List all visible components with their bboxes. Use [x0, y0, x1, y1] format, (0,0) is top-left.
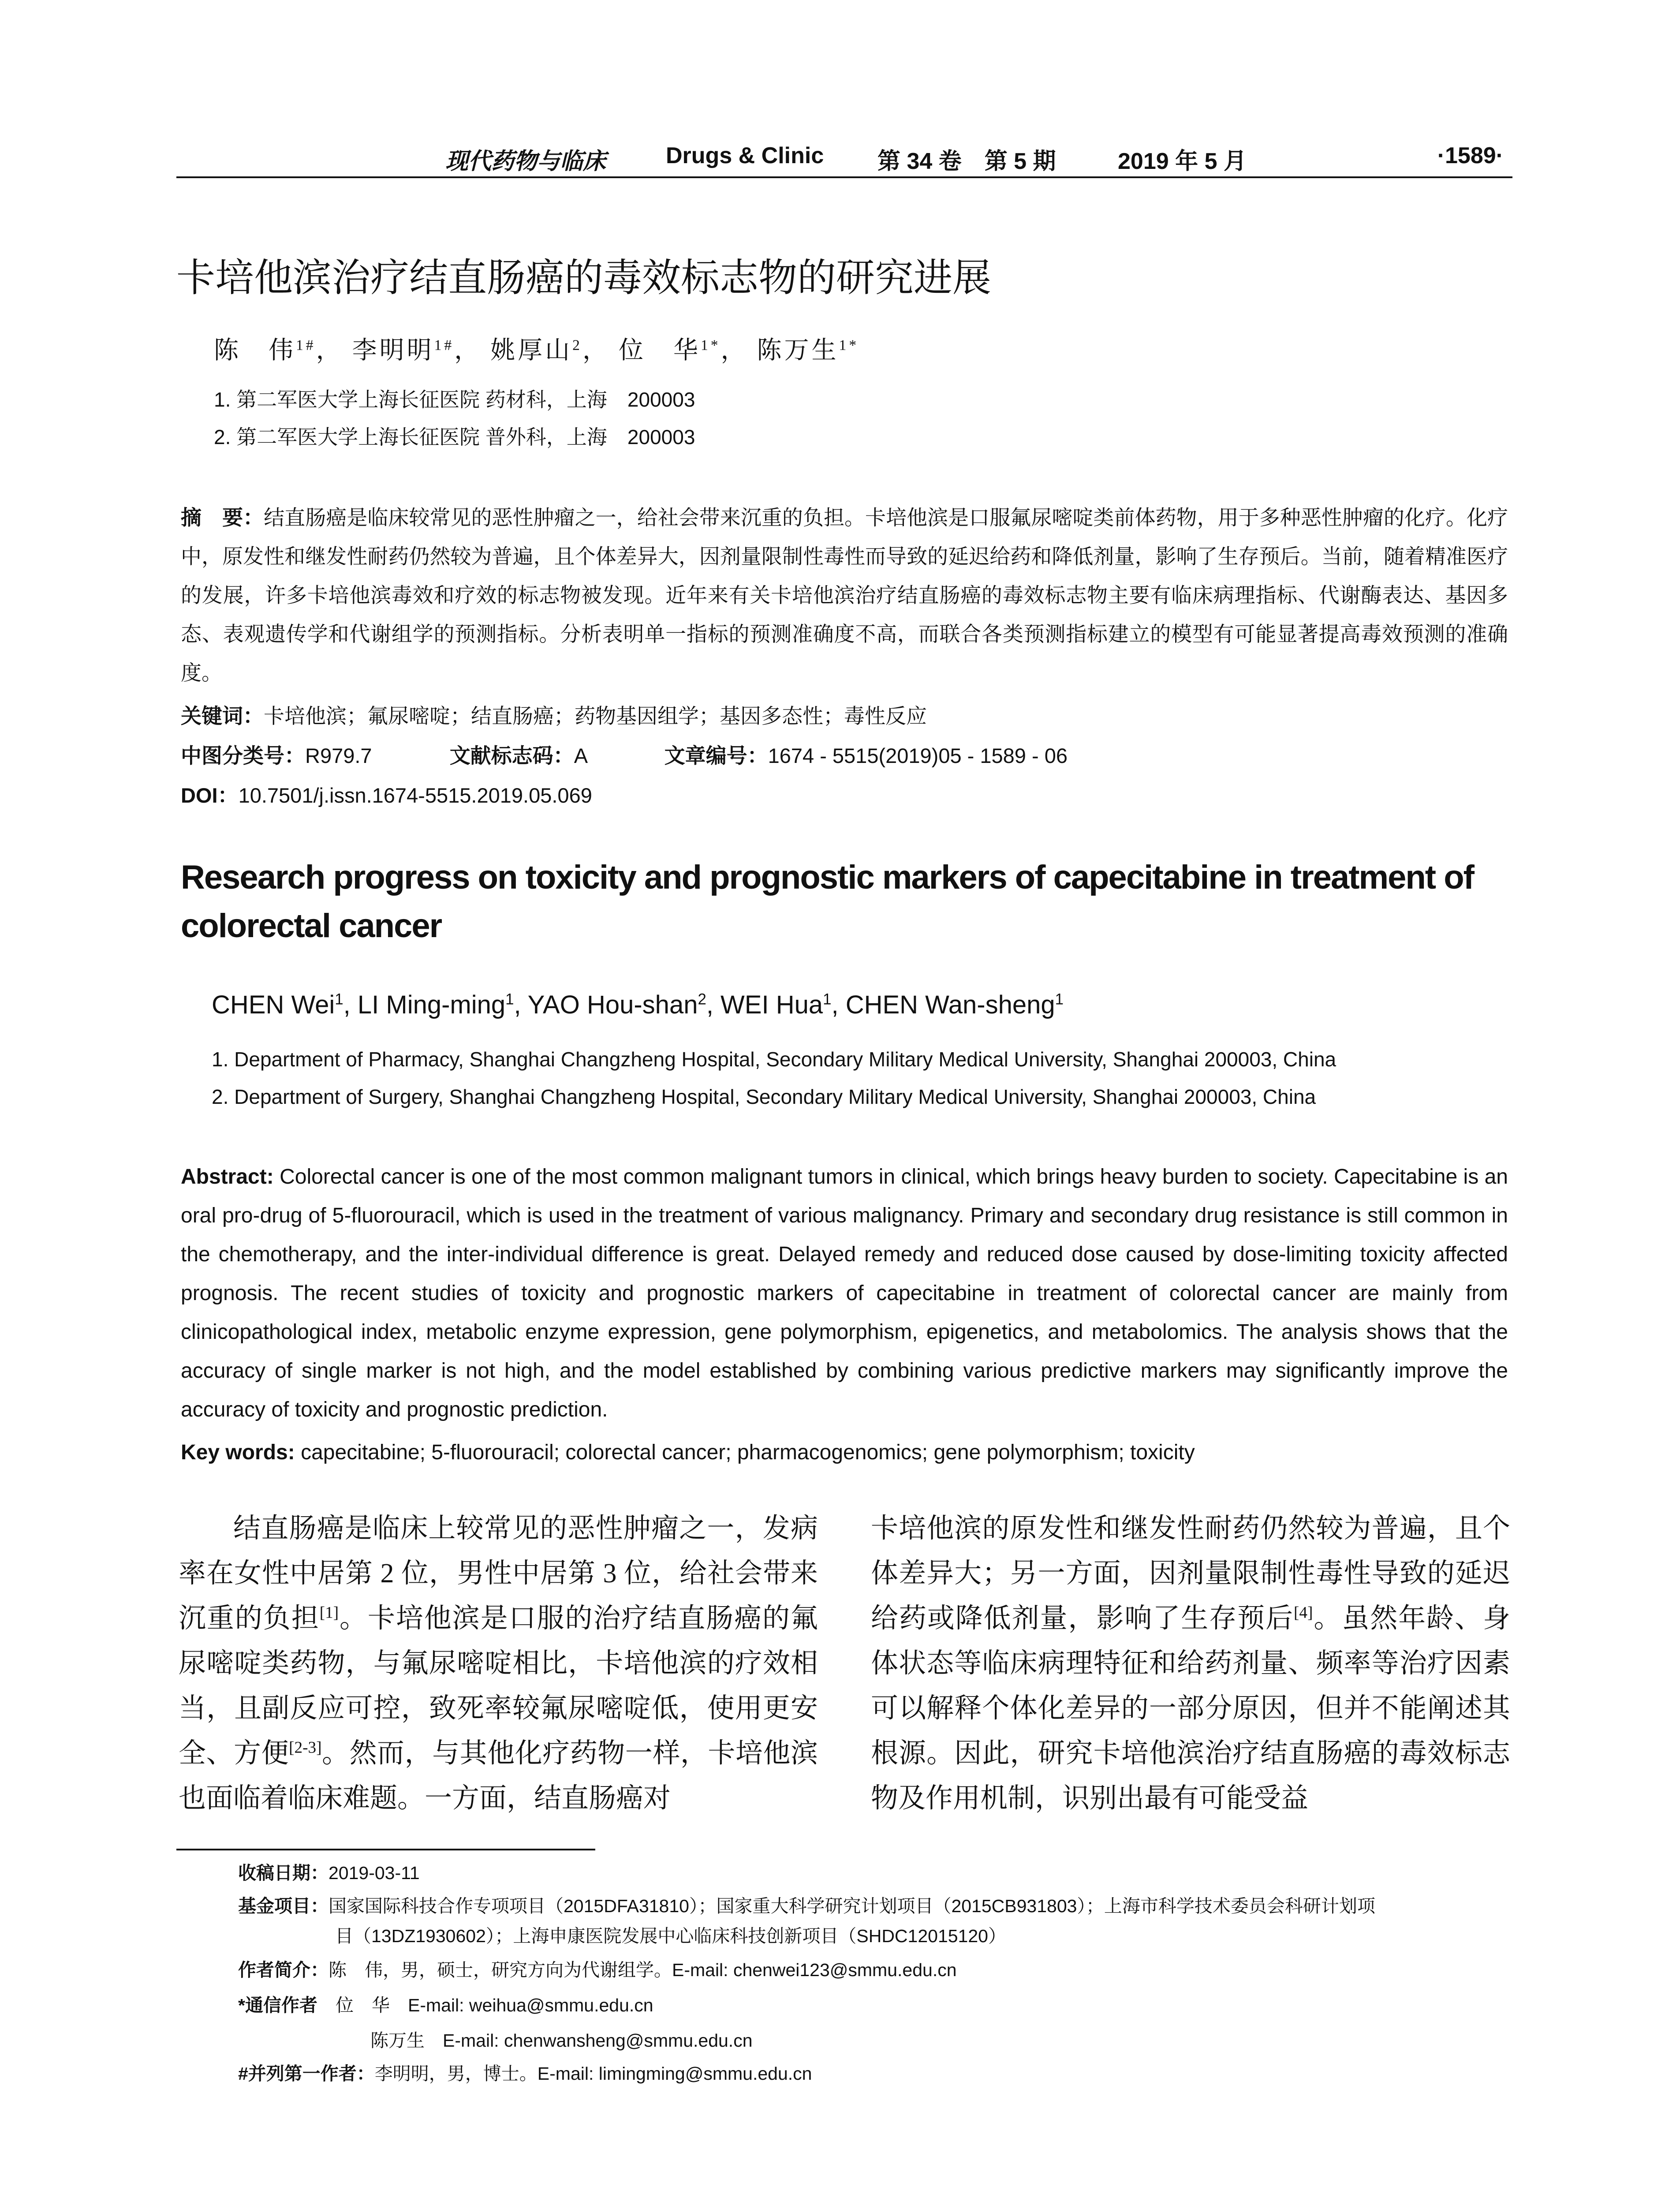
author-name-en: WEI Hua: [721, 990, 823, 1019]
author-sup: 1#: [434, 337, 455, 354]
keywords-cn-text: 卡培他滨；氟尿嘧啶；结直肠癌；药物基因组学；基因多态性；毒性反应: [264, 704, 927, 728]
keywords-en: [181, 1433, 1508, 1472]
body-text: 卡培他滨的原发性和继发性耐药仍然较为普遍，且个体差异大；另一方面，因剂量限制性毒性导致的延迟给药或降低剂量，影响了生存预后: [871, 1514, 1510, 1633]
citation: [1]: [319, 1603, 339, 1622]
author-name: 位 华: [618, 337, 701, 364]
affiliation-en-1: 1. Department of Pharmacy, Shanghai Changzheng Hospital, Secondary Military Medical University, Shanghai 200003, China: [212, 1048, 1337, 1071]
running-header: [176, 135, 1512, 178]
author-bio: 陈 伟，男，硕士，研究方向为代谢组学。E-mail: chenwei123@smmu.edu.cn: [329, 1960, 957, 1980]
keywords-en-text: capecitabine; 5-fluorouracil; colorectal cancer; pharmacogenomics; gene polymorphism; toxicity: [301, 1441, 1195, 1464]
author-name-en: LI Ming-ming: [357, 990, 506, 1019]
affiliation-cn-1: 1. 第二军医大学上海长征医院 药材科，上海 200003: [214, 388, 695, 411]
issue-date: 2019 年 5 月: [1118, 149, 1247, 174]
footnote-rule: [176, 1849, 595, 1850]
authors-en: CHEN Wei$^1$, LI Ming-ming$^1$, YAO Hou-shan$^2$, WEI Hua$^1$, CHEN Wan-sheng$^1$: [212, 990, 1064, 1019]
doc-code-value: A: [574, 744, 587, 767]
abstract-en-label: Abstract:: [181, 1165, 274, 1188]
author-name: 李明明: [352, 337, 434, 364]
author-sup: 1#: [296, 337, 316, 354]
author-sup-en: 1: [505, 990, 514, 1008]
body-text: 结直肠癌是临床上较常见的恶性肿瘤之一，发病率在女性中居第 2 位，男性中居第 3 位，给社会带来沉重的负担: [179, 1514, 818, 1633]
page-number: ·1589·: [1437, 143, 1504, 168]
classification-line: [181, 736, 1068, 775]
body-text: 。卡培他滨是口服的治疗结直肠癌的氟尿嘧啶类药物，与氟尿嘧啶相比，卡培他滨的疗效相当，且副反应可控，致死率较氟尿嘧啶低，使用更安全、方便: [179, 1603, 818, 1768]
abstract-cn: [181, 498, 1508, 692]
title-en: Research progress on toxicity and prognostic markers of capecitabine in treatment of colorectal cancer: [181, 859, 1474, 945]
body-column-right: [871, 1506, 1510, 1821]
footnote-corresponding: [238, 1991, 1508, 2019]
author-name-en: CHEN Wan-sheng: [845, 990, 1055, 1019]
author-sup: 1*: [839, 337, 859, 354]
footnote-fund: [238, 1892, 1508, 1920]
volume-issue: 第 34 卷 第 5 期: [877, 149, 1056, 174]
fund-label: 基金项目：: [238, 1896, 329, 1916]
doi-line: [181, 776, 592, 815]
footnote-received: [238, 1859, 1508, 1887]
author-name: 姚厚山: [490, 337, 573, 364]
author-name: 陈万生: [757, 337, 839, 364]
author-name-en: CHEN Wei: [212, 990, 335, 1019]
footnote-corresponding-2: 陈万生 E-mail: chenwansheng@smmu.edu.cn: [370, 2030, 753, 2051]
journal-name-cn: 现代药物与临床: [445, 149, 606, 174]
cofirst-label: #并列第一作者：: [238, 2063, 375, 2084]
author-sup-en: 2: [698, 990, 706, 1008]
article-no-value: 1674 - 5515(2019)05 - 1589 - 06: [768, 744, 1068, 767]
author-sup: 1*: [700, 337, 721, 354]
author-sup-en: 1: [1055, 990, 1064, 1008]
keywords-cn: [181, 697, 1508, 736]
abstract-en-text: Colorectal cancer is one of the most common malignant tumors in clinical, which brings heavy burden to society. Capecitabine is an oral pro-drug of 5-fluorouracil, which is used in the treatment of various malignancy. Primary and secondary drug resistance is still common in the chemotherapy, and the inter-individual difference is great. Delayed remedy and reduced dose caused by dose-limiting toxicity affected prognosis. The recent studies of toxicity and prognostic markers of capecitabine in treatment of colorectal cancer are mainly from clinicopathological index, metabolic enzyme expression, gene polymorphism, epigenetics, and metabolomics. The analysis shows that the accuracy of single marker is not high, and the model established by combining various predictive markers may significantly improve the accuracy of toxicity and prognostic prediction.: [181, 1165, 1508, 1421]
journal-name-en: Drugs & Clinic: [666, 143, 824, 168]
author-sup: 2: [572, 337, 582, 354]
footnote-author: [238, 1956, 1508, 1984]
author-name: 陈 伟: [214, 337, 296, 364]
doi-label: DOI：: [181, 784, 239, 807]
author-sup-en: 1: [823, 990, 832, 1008]
body-text: 。然而，与其他化疗药物一样，卡培他滨也面临着临床难题。一方面，结直肠癌对: [179, 1738, 818, 1813]
clc-label: 中图分类号：: [181, 744, 305, 767]
affiliation-cn-2: 2. 第二军医大学上海长征医院 普外科，上海 200003: [214, 426, 695, 448]
abstract-cn-text: 结直肠癌是临床较常见的恶性肿瘤之一，给社会带来沉重的负担。卡培他滨是口服氟尿嘧啶类前体药物，用于多种恶性肿瘤的化疗。化疗中，原发性和继发性耐药仍然较为普遍，且个体差异大，因剂量限制性毒性而导致的延迟给药和降低剂量，影响了生存预后。当前，随着精准医疗的发展，许多卡培他滨毒效和疗效的标志物被发现。近年来有关卡培他滨治疗结直肠癌的毒效标志物主要有临床病理指标、代谢酶表达、基因多态、表观遗传学和代谢组学的预测指标。分析表明单一指标的预测准确度不高，而联合各类预测指标建立的模型有可能显著提高毒效预测的准确度。: [181, 506, 1508, 684]
keywords-en-label: Key words:: [181, 1441, 295, 1464]
citation: [2-3]: [289, 1738, 322, 1757]
corresponding-1: 位 华 E-mail: weihua@smmu.edu.cn: [335, 1995, 653, 2015]
cofirst-text: 李明明，男，博士。E-mail: limingming@smmu.edu.cn: [374, 2063, 812, 2084]
author-name-en: YAO Hou-shan: [527, 990, 698, 1019]
abstract-cn-label: 摘 要：: [181, 506, 264, 529]
keywords-cn-label: 关键词：: [181, 704, 264, 728]
author-sup-en: 1: [335, 990, 343, 1008]
affiliation-en-2: 2. Department of Surgery, Shanghai Changzheng Hospital, Secondary Military Medical University, Shanghai 200003, China: [212, 1085, 1316, 1108]
body-column-left: [179, 1506, 818, 1821]
doc-code-label: 文献标志码：: [449, 744, 574, 767]
author-bio-label: 作者简介：: [238, 1960, 329, 1980]
received-date: 2019-03-11: [329, 1863, 420, 1883]
authors-cn: 陈 伟$^{1\#}$， 李明明$^{1\#}$， 姚厚山$^2$， 位 华$^{1*}$， 陈万生$^{1*}$: [214, 337, 859, 364]
corresponding-label: *通信作者: [238, 1995, 317, 2015]
doi-value: 10.7501/j.issn.1674-5515.2019.05.069: [238, 784, 592, 807]
body-text: 。虽然年龄、身体状态等临床病理特征和给药剂量、频率等治疗因素可以解释个体化差异的一部分原因，但并不能阐述其根源。因此，研究卡培他滨治疗结直肠癌的毒效标志物及作用机制，识别出最有可能受益: [871, 1603, 1510, 1813]
abstract-en: [181, 1158, 1508, 1429]
article-no-label: 文章编号：: [664, 744, 768, 767]
received-label: 收稿日期：: [238, 1863, 329, 1883]
title-cn: 卡培他滨治疗结直肠癌的毒效标志物的研究进展: [176, 256, 992, 299]
clc-value: R979.7: [305, 744, 372, 767]
footnote-cofirst: [238, 2059, 1508, 2088]
citation: [4]: [1294, 1603, 1313, 1622]
footnote-fund-cont: 目（13DZ1930602）；上海申康医院发展中心临床科技创新项目（SHDC12015120）: [335, 1926, 1006, 1946]
fund-text-1: 国家国际科技合作专项项目（2015DFA31810）；国家重大科学研究计划项目（2015CB931803）；上海市科学技术委员会科研计划项: [329, 1896, 1375, 1916]
